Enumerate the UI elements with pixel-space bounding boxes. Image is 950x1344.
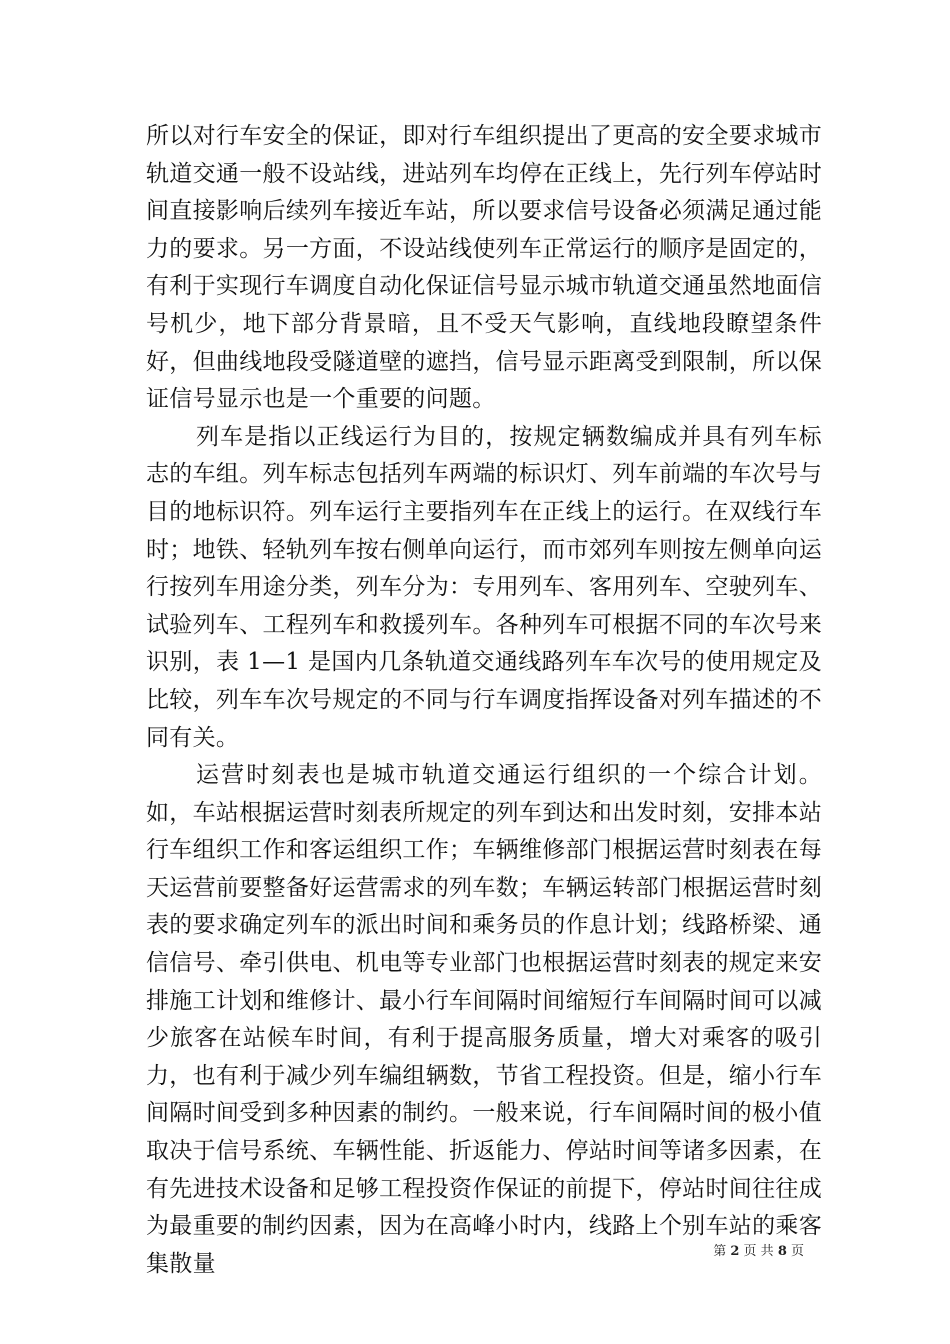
- paragraph-1: 所以对行车安全的保证，即对行车组织提出了更高的安全要求城市轨道交通一般不设站线，进站列车均停在正线上，先行列车停站时间直接影响后续列车接近车站，所以要求信号设备必须满足通过能力的要求。另一方面，不设站线使列车正常运行的顺序是固定的，有利于实现行车调度自动化保证信号显示城市轨道交通虽然地面信号机少，地下部分背景暗，且不受天气影响，直线地段瞭望条件好，但曲线地段受隧道壁的遮挡，信号显示距离受到限制，所以保证信号显示也是一个重要的问题。: [146, 123, 822, 413]
- footer-prefix: 第: [713, 1244, 731, 1259]
- paragraph-2: 列车是指以正线运行为目的，按规定辆数编成并具有列车标志的车组。列车标志包括列车两端的标识灯、列车前端的车次号与目的地标识符。列车运行主要指列车在正线上的运行。在双线行车时；地铁、轻轨列车按右侧单向运行，而市郊列车则按左侧单向运行按列车用途分类，列车分为：专用列车、客用列车、空驶列车、试验列车、工程列车和救援列车。各种列车可根据不同的车次号来识别，表 1—1 是国内几条轨道交通线路列车车次号的使用规定及比较，列车车次号规定的不同与行车调度指挥设备对列车描述的不同有关。: [146, 423, 822, 751]
- footer-suffix: 页: [786, 1244, 804, 1259]
- paragraph-3: 运营时刻表也是城市轨道交通运行组织的一个综合计划。如，车站根据运营时刻表所规定的列车到达和出发时刻，安排本站行车组织工作和客运组织工作；车辆维修部门根据运营时刻表在每天运营前要整备好运营需求的列车数；车辆运转部门根据运营时刻表的要求确定列车的派出时间和乘务员的作息计划；线路桥梁、通信信号、牵引供电、机电等专业部门也根据运营时刻表的规定来安排施工计划和维修计、最小行车间隔时间缩短行车间隔时间可以减少旅客在站候车时间，有利于提高服务质量，增大对乘客的吸引力，也有利于减少列车编组辆数，节省工程投资。但是，缩小行车间隔时间受到多种因素的制约。一般来说，行车间隔时间的极小值取决于信号系统、车辆性能、折返能力、停站时间等诸多因素，在有先进技术设备和足够工程投资作保证的前提下，停站时间往往成为最重要的制约因素，因为在高峰小时内，线路上个别车站的乘客集散量: [146, 762, 822, 1277]
- current-page-number: 2: [730, 1244, 740, 1259]
- page-number-footer: [713, 1240, 804, 1259]
- total-page-count: 8: [777, 1244, 787, 1259]
- document-body: [146, 118, 822, 1283]
- footer-middle: 页 共: [739, 1244, 778, 1259]
